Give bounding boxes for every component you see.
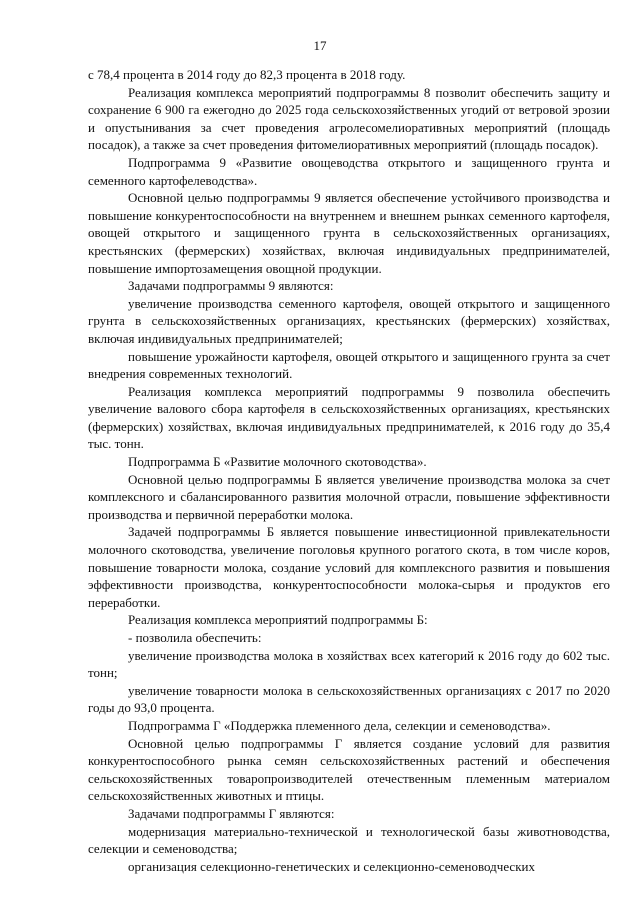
subprogram-heading: Подпрограмма Г «Поддержка племенного дела, селекции и семеноводства». <box>128 717 551 733</box>
paragraph: Основной целью подпрограммы 9 является обеспечение устойчивого производства и повышение конкурентоспособности на внутреннем и внешнем рынках семенного картофеля, овощей открытого и защищенного грунта в сельскохозяйственных организациях, крестьянских (фермерских) хозяйствах, включая индивидуальных предпринимателей, повышение импортозамещения овощной продукции. <box>88 190 610 276</box>
paragraph: Основной целью подпрограммы Г является создание условий для развития конкурентоспособного рынка семян сельскохозяйственных растений и обеспечения сельскохозяйственных товаропроизводителей отечественным племенным материалом сельскохозяйственных животных и птицы. <box>88 735 610 804</box>
list-item: увеличение товарности молока в сельскохозяйственных организациях с 2017 по 2020 годы до 93,0 процента. <box>88 682 610 716</box>
list-item: модернизация материально-технической и технологической базы животноводства, селекции и семеноводства; <box>88 823 610 857</box>
list-item: увеличение производства молока в хозяйствах всех категорий к 2016 году до 602 тыс. тонн; <box>88 647 610 681</box>
subprogram-heading: Подпрограмма Б «Развитие молочного скотоводства». <box>128 454 427 470</box>
page-number: 17 <box>313 38 327 53</box>
list-item: организация селекционно-генетических и селекционно-семеноводческих <box>128 858 535 874</box>
paragraph: Реализация комплекса мероприятий подпрограммы 9 позволила обеспечить увеличение валового сбора картофеля в сельскохозяйственных организациях, крестьянских (фермерских) хозяйствах, включая индивидуальных предпринимателей, к 2016 году до 35,4 тыс. тонн. <box>88 383 610 452</box>
list-item: повышение урожайности картофеля, овощей открытого и защищенного грунта за счет внедрения современных технологий. <box>88 348 610 382</box>
paragraph: Реализация комплекса мероприятий подпрограммы 8 позволит обеспечить защиту и сохранение 6 900 га ежегодно до 2025 года сельскохозяйственных угодий от ветровой эрозии и опустынивания за счет проведения агролесомелиоративных мероприятий (площадь посадок), а также за счет проведения фитомелиоративных мероприятий (площадь посадок). <box>88 84 610 153</box>
paragraph: Основной целью подпрограммы Б является увеличение производства молока за счет комплексного и сбалансированного развития молочной отрасли, повышение эффективности производства и первичной переработки молока. <box>88 471 610 522</box>
paragraph: Задачей подпрограммы Б является повышение инвестиционной привлекательности молочного скотоводства, увеличение поголовья крупного рогатого скота, в том числе коров, повышение товарности молока, создание условий для комплексного развития и повышения эффективности производства, конкурентоспособности молока-сырья и продуктов его переработки. <box>88 524 610 610</box>
body-text <box>88 66 610 875</box>
paragraph: Реализация комплекса мероприятий подпрограммы Б: <box>128 612 428 628</box>
subprogram-heading: Подпрограмма 9 «Развитие овощеводства открытого и защищенного грунта и семенного картофелеводства». <box>88 154 610 188</box>
list-item: - позволила обеспечить: <box>128 630 262 645</box>
paragraph: Задачами подпрограммы Г являются: <box>128 805 335 821</box>
paragraph: Задачами подпрограммы 9 являются: <box>128 278 334 294</box>
list-item: увеличение производства семенного картофеля, овощей открытого и защищенного грунта в сельскохозяйственных организациях, крестьянских (фермерских) хозяйствах, включая индивидуальных предпринимателей; <box>88 295 610 346</box>
paragraph: с 78,4 процента в 2014 году до 82,3 процента в 2018 году. <box>88 67 406 82</box>
